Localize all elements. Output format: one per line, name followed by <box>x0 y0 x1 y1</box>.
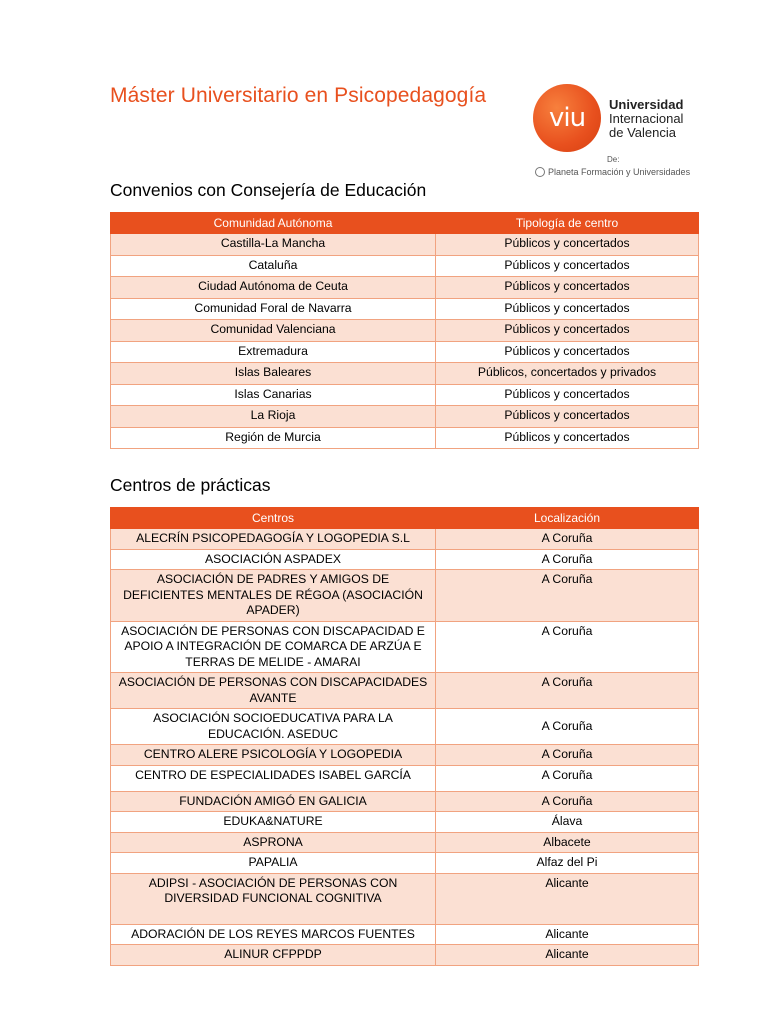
table-row <box>111 320 699 342</box>
table-row <box>111 745 699 766</box>
table-header-row <box>111 508 699 529</box>
cell-centro: ADIPSI - ASOCIACIÓN DE PERSONAS CON DIVERSIDAD FUNCIONAL COGNITIVA <box>111 873 436 924</box>
table-row <box>111 363 699 385</box>
university-logo <box>533 84 703 184</box>
section-title-centros: Centros de prácticas <box>110 475 271 495</box>
cell-tipologia: Públicos y concertados <box>436 320 699 342</box>
logo-line-2: Internacional <box>609 111 684 126</box>
section-title-convenios: Convenios con Consejería de Educación <box>110 180 427 200</box>
table-row <box>111 873 699 924</box>
table-row <box>111 427 699 449</box>
table-row <box>111 406 699 428</box>
logo-owner <box>535 167 690 177</box>
cell-centro: CENTRO ALERE PSICOLOGÍA Y LOGOPEDIA <box>111 745 436 766</box>
cell-localizacion: A Coruña <box>436 673 699 709</box>
cell-centro: FUNDACIÓN AMIGÓ EN GALICIA <box>111 791 436 812</box>
convenios-table <box>110 212 699 449</box>
page-title: Máster Universitario en Psicopedagogía <box>110 84 487 107</box>
table-row <box>111 234 699 256</box>
cell-comunidad: Extremadura <box>111 341 436 363</box>
cell-localizacion: Alfaz del Pi <box>436 853 699 874</box>
cell-tipologia: Públicos y concertados <box>436 234 699 256</box>
cell-centro: ASPRONA <box>111 832 436 853</box>
logo-line-1: Universidad <box>609 97 684 112</box>
table-row <box>111 298 699 320</box>
table-row <box>111 853 699 874</box>
table-row <box>111 709 699 745</box>
cell-tipologia: Públicos y concertados <box>436 341 699 363</box>
cell-centro: ASOCIACIÓN DE PERSONAS CON DISCAPACIDADES AVANTE <box>111 673 436 709</box>
column-header: Comunidad Autónoma <box>111 213 436 234</box>
table-row <box>111 673 699 709</box>
viu-logo-mark: viu <box>533 84 601 152</box>
cell-centro: ADORACIÓN DE LOS REYES MARCOS FUENTES <box>111 924 436 945</box>
table-row <box>111 791 699 812</box>
cell-tipologia: Públicos y concertados <box>436 384 699 406</box>
cell-localizacion: A Coruña <box>436 791 699 812</box>
cell-localizacion: Alicante <box>436 924 699 945</box>
cell-comunidad: Ciudad Autónoma de Ceuta <box>111 277 436 299</box>
table-row <box>111 765 699 791</box>
cell-comunidad: Comunidad Valenciana <box>111 320 436 342</box>
centros-table <box>110 507 699 966</box>
cell-localizacion: A Coruña <box>436 549 699 570</box>
table-row <box>111 255 699 277</box>
cell-comunidad: Islas Baleares <box>111 363 436 385</box>
logo-wordmark <box>609 98 683 140</box>
cell-tipologia: Públicos y concertados <box>436 255 699 277</box>
cell-comunidad: Cataluña <box>111 255 436 277</box>
cell-centro: ASOCIACIÓN DE PADRES Y AMIGOS DE DEFICIENTES MENTALES DE RÉGOA (ASOCIACIÓN APADER) <box>111 570 436 622</box>
cell-localizacion: Alicante <box>436 873 699 924</box>
column-header: Localización <box>436 508 699 529</box>
cell-localizacion: A Coruña <box>436 709 699 745</box>
table-header-row <box>111 213 699 234</box>
table-row <box>111 945 699 966</box>
cell-centro: CENTRO DE ESPECIALIDADES ISABEL GARCÍA <box>111 765 436 791</box>
cell-comunidad: La Rioja <box>111 406 436 428</box>
table-row <box>111 621 699 673</box>
cell-tipologia: Públicos, concertados y privados <box>436 363 699 385</box>
table-row <box>111 277 699 299</box>
table-row <box>111 924 699 945</box>
cell-comunidad: Islas Canarias <box>111 384 436 406</box>
globe-icon <box>535 167 545 177</box>
logo-line-3: de Valencia <box>609 125 676 140</box>
cell-comunidad: Comunidad Foral de Navarra <box>111 298 436 320</box>
table-row <box>111 570 699 622</box>
column-header: Tipología de centro <box>436 213 699 234</box>
cell-localizacion: Álava <box>436 812 699 833</box>
logo-de-label: De: <box>607 155 620 164</box>
cell-centro: ALINUR CFPPDP <box>111 945 436 966</box>
column-header: Centros <box>111 508 436 529</box>
cell-centro: ALECRÍN PSICOPEDAGOGÍA Y LOGOPEDIA S.L <box>111 529 436 550</box>
cell-centro: ASOCIACIÓN SOCIOEDUCATIVA PARA LA EDUCACIÓN. ASEDUC <box>111 709 436 745</box>
table-row <box>111 341 699 363</box>
cell-centro: ASOCIACIÓN ASPADEX <box>111 549 436 570</box>
cell-localizacion: A Coruña <box>436 570 699 622</box>
cell-tipologia: Públicos y concertados <box>436 427 699 449</box>
cell-comunidad: Región de Murcia <box>111 427 436 449</box>
cell-centro: PAPALIA <box>111 853 436 874</box>
cell-centro: EDUKA&NATURE <box>111 812 436 833</box>
cell-localizacion: A Coruña <box>436 621 699 673</box>
table-row <box>111 832 699 853</box>
cell-localizacion: Albacete <box>436 832 699 853</box>
table-row <box>111 529 699 550</box>
cell-localizacion: A Coruña <box>436 765 699 791</box>
cell-centro: ASOCIACIÓN DE PERSONAS CON DISCAPACIDAD E APOIO A INTEGRACIÓN DE COMARCA DE ARZÚA E TERRAS DE MELIDE - AMARAI <box>111 621 436 673</box>
cell-localizacion: A Coruña <box>436 745 699 766</box>
cell-localizacion: Alicante <box>436 945 699 966</box>
cell-comunidad: Castilla-La Mancha <box>111 234 436 256</box>
table-row <box>111 549 699 570</box>
cell-localizacion: A Coruña <box>436 529 699 550</box>
logo-owner-text: Planeta Formación y Universidades <box>548 167 691 177</box>
table-row <box>111 812 699 833</box>
table-row <box>111 384 699 406</box>
cell-tipologia: Públicos y concertados <box>436 277 699 299</box>
cell-tipologia: Públicos y concertados <box>436 298 699 320</box>
cell-tipologia: Públicos y concertados <box>436 406 699 428</box>
